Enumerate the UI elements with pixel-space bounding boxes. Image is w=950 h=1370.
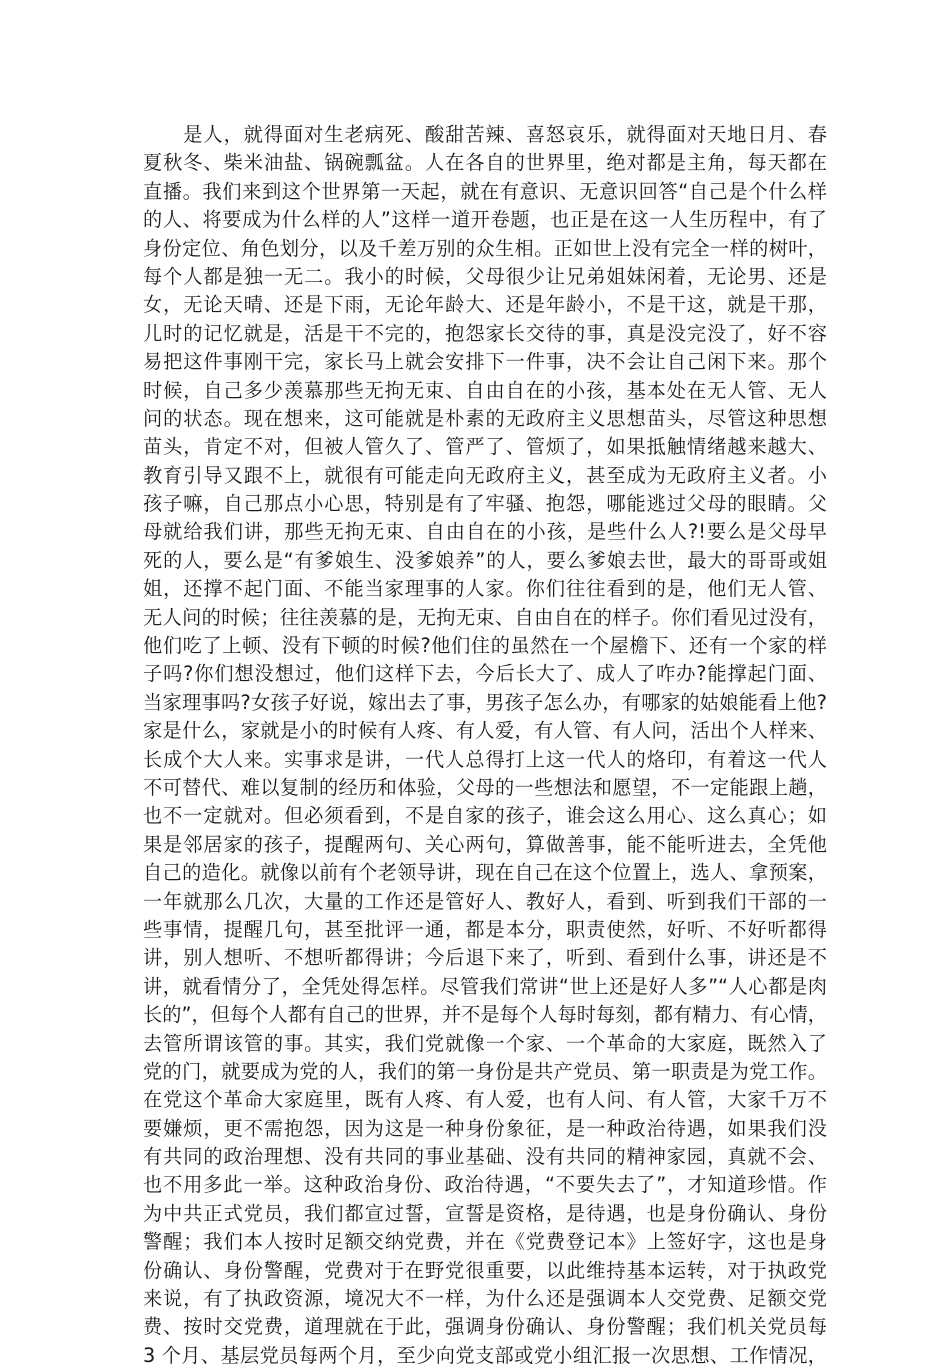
text-line: 自己的造化。就像以前有个老领导讲，现在自己在这个位置上，选人、拿预案， — [143, 861, 827, 885]
text-line: 果是邻居家的孩子，提醒两句、关心两句，算做善事，能不能听进去，全凭他 — [143, 832, 827, 856]
text-line: 是人，就得面对生老病死、酸甜苦辣、喜怒哀乐，就得面对天地日月、春 — [143, 123, 827, 146]
text-line: 党的门，就要成为党的人，我们的第一身份是共产党员、第一职责是为党工作。 — [143, 1059, 827, 1083]
text-line: 为中共正式党员，我们都宣过誓，宣誓是资格，是待遇，也是身份确认、身份 — [143, 1201, 827, 1225]
text-line: 家是什么，家就是小的时候有人疼、有人爱，有人管、有人问，活出个人样来、 — [143, 719, 827, 743]
text-line: 份确认、身份警醒，党费对于在野党很重要，以此维持基本运转，对于执政党 — [143, 1258, 827, 1282]
text-line: 母就给我们讲，那些无拘无束、自由自在的小孩，是些什么人?!要么是父母早 — [143, 520, 827, 544]
text-line: 长成个大人来。实事求是讲，一代人总得打上这一代人的烙印，有着这一代人 — [143, 747, 827, 771]
text-line: 警醒；我们本人按时足额交纳党费，并在《党费登记本》上签好字，这也是身 — [143, 1230, 827, 1254]
text-line: 3 个月、基层党员每两个月，至少向党支部或党小组汇报一次思想、工作情况， — [143, 1343, 827, 1367]
text-line: 讲，别人想听、不想听都得讲；今后退下来了，听到、看到什么事，讲还是不 — [143, 946, 827, 970]
text-line: 女，无论天晴、还是下雨，无论年龄大、还是年龄小，不是干这，就是干那， — [143, 293, 827, 317]
body-paragraph — [143, 121, 827, 1370]
text-line: 些事情，提醒几句，甚至批评一通，都是本分，职责使然，好听、不好听都得 — [143, 917, 827, 941]
text-line: 去管所谓该管的事。其实，我们党就像一个家、一个革命的大家庭，既然入了 — [143, 1031, 827, 1055]
text-line: 也不用多此一举。这种政治身份、政治待遇，“不要失去了”，才知道珍惜。作 — [143, 1173, 827, 1197]
text-line: 孩子嘛，自己那点小心思，特别是有了牢骚、抱怨，哪能逃过父母的眼睛。父 — [143, 492, 827, 516]
text-line: 也不一定就对。但必须看到，不是自家的孩子，谁会这么用心、这么真心；如 — [143, 804, 827, 828]
text-line: 直播。我们来到这个世界第一天起，就在有意识、无意识回答“自己是个什么样 — [143, 179, 827, 203]
text-line: 不可替代、难以复制的经历和体验，父母的一些想法和愿望，不一定能跟上趟， — [143, 775, 827, 799]
text-line: 要嫌烦，更不需抱怨，因为这是一种身份象征，是一种政治待遇，如果我们没 — [143, 1116, 827, 1140]
text-line: 儿时的记忆就是，活是干不完的，抱怨家长交待的事，真是没完没了，好不容 — [143, 321, 827, 345]
text-line: 身份定位、角色划分，以及千差万别的众生相。正如世上没有完全一样的树叶， — [143, 236, 827, 260]
text-line: 死的人，要么是“有爹娘生、没爹娘养”的人，要么爹娘去世，最大的哥哥或姐 — [143, 548, 827, 572]
text-line: 一年就那么几次，大量的工作还是管好人、教好人，看到、听到我们干部的一 — [143, 889, 827, 913]
text-line: 苗头，肯定不对，但被人管久了、管严了、管烦了，如果抵触情绪越来越大、 — [143, 435, 827, 459]
text-line: 长的”，但每个人都有自己的世界，并不是每个人每时每刻，都有精力、有心情， — [143, 1003, 827, 1027]
text-line: 夏秋冬、柴米油盐、锅碗瓢盆。人在各自的世界里，绝对都是主角，每天都在 — [143, 151, 827, 175]
text-line: 易把这件事刚干完，家长马上就会安排下一件事，决不会让自己闲下来。那个 — [143, 350, 827, 374]
text-line: 问的状态。现在想来，这可能就是朴素的无政府主义思想苗头，尽管这种思想 — [143, 406, 827, 430]
text-line: 有共同的政治理想、没有共同的事业基础、没有共同的精神家园，真就不会、 — [143, 1145, 827, 1169]
text-line: 子吗?你们想没想过，他们这样下去，今后长大了、成人了咋办?能撑起门面、 — [143, 662, 827, 686]
text-line: 来说，有了执政资源，境况大不一样，为什么还是强调本人交党费、足额交党 — [143, 1287, 827, 1311]
text-line: 当家理事吗?女孩子好说，嫁出去了事，男孩子怎么办，有哪家的姑娘能看上他? — [143, 690, 827, 714]
text-line: 教育引导又跟不上，就很有可能走向无政府主义，甚至成为无政府主义者。小 — [143, 463, 827, 487]
text-line: 时候，自己多少羡慕那些无拘无束、自由自在的小孩，基本处在无人管、无人 — [143, 378, 827, 402]
text-line: 无人问的时候；往往羡慕的是，无拘无束、自由自在的样子。你们看见过没有， — [143, 605, 827, 629]
text-line: 每个人都是独一无二。我小的时候，父母很少让兄弟姐妹闲着，无论男、还是 — [143, 264, 827, 288]
text-line: 的人、将要成为什么样的人”这样一道开卷题，也正是在这一人生历程中，有了 — [143, 208, 827, 232]
text-line: 讲，就看情分了，全凭处得怎样。尽管我们常讲“世上还是好人多”“人心都是肉 — [143, 974, 827, 998]
text-line: 姐，还撑不起门面、不能当家理事的人家。你们往往看到的是，他们无人管、 — [143, 577, 827, 601]
text-line: 在党这个革命大家庭里，既有人疼、有人爱，也有人问、有人管，大家千万不 — [143, 1088, 827, 1112]
text-line: 费、按时交党费，道理就在于此，强调身份确认、身份警醒；我们机关党员每 — [143, 1315, 827, 1339]
text-line: 他们吃了上顿、没有下顿的时候?他们住的虽然在一个屋檐下、还有一个家的样 — [143, 634, 827, 658]
